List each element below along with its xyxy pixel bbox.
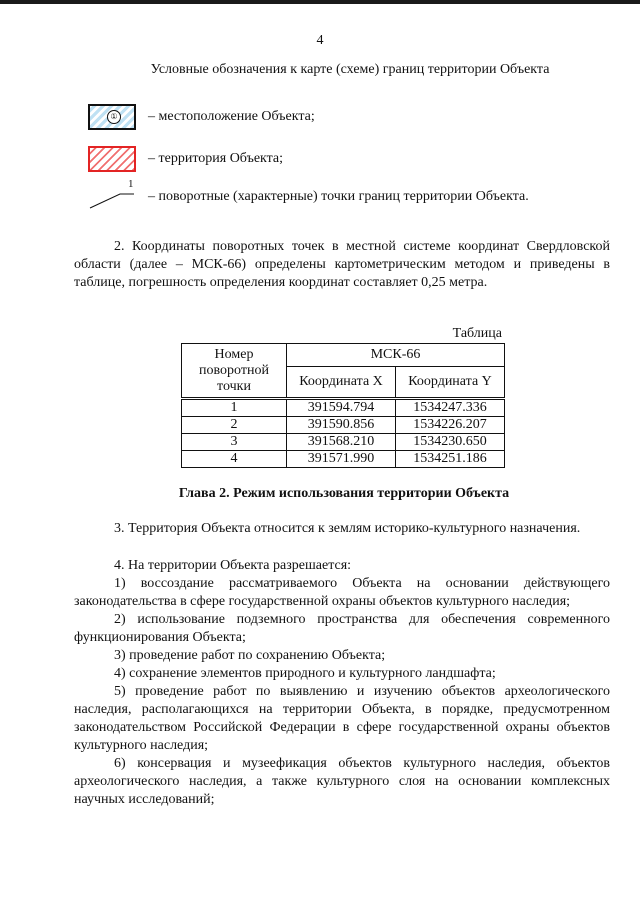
location-symbol: [88, 104, 136, 130]
legend-item-location-text: – местоположение Объекта;: [148, 109, 315, 124]
turning-point-symbol: [88, 178, 136, 210]
turning-point-marker: 1: [128, 178, 134, 190]
cell-x: 391571.990: [287, 451, 396, 468]
list-item-5: 5) проведение работ по выявлению и изучению объектов археологического наследия, располагающихся на территории Объекта, в порядке, предусмотренном законодательством Российской Федерации в сфере государственной охраны объектов культурного наследия;: [74, 684, 610, 753]
cell-x: 391568.210: [287, 434, 396, 451]
cell-x: 391590.856: [287, 417, 396, 434]
table-row: [182, 399, 505, 417]
territory-symbol: [88, 146, 136, 172]
paragraph-4: 4. На территории Объекта разрешается:: [114, 558, 352, 573]
list-item-6: 6) консервация и музеефикация объектов культурного наследия, объектов археологического наследия, а также культурного слоя на основании комплексных научных исследований;: [74, 756, 610, 807]
cell-x: 391594.794: [287, 399, 396, 417]
table-row: [182, 434, 505, 451]
paragraph-2: 2. Координаты поворотных точек в местной системе координат Свердловской области (далее – МСК-66) определены картометрическим методом и приведены в таблице, погрешность определения координат составляет 0,25 метра.: [74, 239, 610, 290]
list-item-3: 3) проведение работ по сохранению Объекта;: [114, 648, 386, 663]
list-item-2: 2) использование подземного пространства для обеспечения современного функционирования Объекта;: [74, 612, 610, 645]
page-top-border: [0, 0, 640, 4]
cell-number: 2: [182, 417, 287, 434]
coordinates-table: [181, 343, 505, 468]
page-number: 4: [316, 33, 324, 48]
header-coordinate-y: Координата Y: [396, 367, 505, 399]
legend-item-turning-point-text: – поворотные (характерные) точки границ территории Объекта.: [148, 189, 529, 204]
table-row: [182, 451, 505, 468]
chapter-title: Глава 2. Режим использования территории Объекта: [178, 486, 510, 501]
cell-y: 1534247.336: [396, 399, 505, 417]
header-system: МСК-66: [287, 344, 505, 367]
header-coordinate-x: Координата X: [287, 367, 396, 399]
cell-y: 1534251.186: [396, 451, 505, 468]
cell-number: 4: [182, 451, 287, 468]
cell-number: 1: [182, 399, 287, 417]
cell-y: 1534226.207: [396, 417, 505, 434]
table-caption: Таблица: [452, 326, 502, 341]
legend-item-territory-text: – территория Объекта;: [148, 151, 284, 166]
location-marker: ①: [107, 110, 121, 124]
cell-number: 3: [182, 434, 287, 451]
legend-item-turning-point: [88, 178, 529, 210]
list-item-4: 4) сохранение элементов природного и культурного ландшафта;: [114, 666, 496, 681]
list-item-1: 1) воссоздание рассматриваемого Объекта на основании действующего законодательства в сфере государственной охраны объектов культурного наследия;: [74, 576, 610, 609]
cell-y: 1534230.650: [396, 434, 505, 451]
paragraph-3: 3. Территория Объекта относится к землям историко-культурного назначения.: [114, 521, 581, 536]
legend-title: Условные обозначения к карте (схеме) границ территории Объекта: [150, 62, 550, 77]
header-point-number: Номер поворотной точки: [182, 344, 287, 399]
table-row: [182, 417, 505, 434]
legend-item-location: [88, 104, 315, 130]
legend-item-territory: [88, 146, 283, 172]
